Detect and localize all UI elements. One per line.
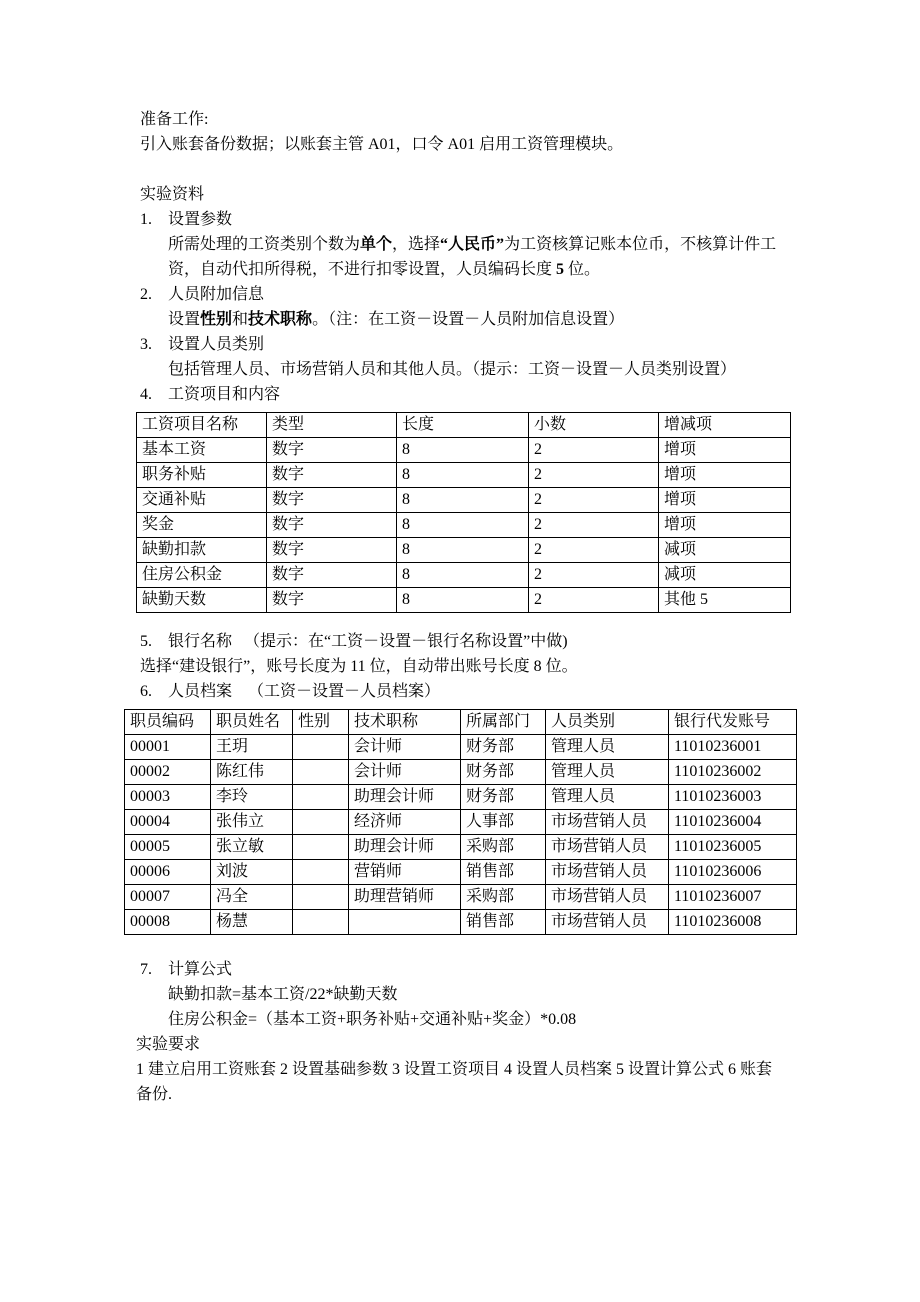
table-row (137, 463, 791, 488)
section-requirements-title: 实验要求 (136, 1036, 201, 1053)
item-7-heading (140, 957, 808, 982)
cell: 缺勤扣款 (137, 538, 267, 563)
cell: 奖金 (137, 513, 267, 538)
formula-housing-fund: 住房公积金=（基本工资+职务补贴+交通补贴+奖金）*0.08 (168, 1011, 577, 1028)
cell: 营销师 (349, 860, 461, 885)
table-row (125, 785, 797, 810)
cell (293, 760, 349, 785)
header-cell: 职员姓名 (211, 710, 293, 735)
requirements-body: 1 建立启用工资账套 2 设置基础参数 3 设置工资项目 4 设置人员档案 5 设置计算公式 6 账套备份. (136, 1061, 773, 1103)
cell: 住房公积金 (137, 563, 267, 588)
cell: 2 (529, 538, 659, 563)
cell: 数字 (267, 588, 397, 613)
cell: 2 (529, 588, 659, 613)
table-row (137, 513, 791, 538)
header-cell: 技术职称 (349, 710, 461, 735)
salary-items-table (136, 412, 791, 613)
section-materials-title: 实验资料 (140, 186, 205, 203)
header-cell: 所属部门 (461, 710, 546, 735)
item-5-title: 银行名称 (168, 633, 233, 650)
item-3-body (168, 357, 808, 382)
cell: 采购部 (461, 885, 546, 910)
table-row (125, 810, 797, 835)
cell: 8 (397, 563, 529, 588)
cell: 市场营销人员 (546, 860, 669, 885)
cell: 会计师 (349, 735, 461, 760)
cell: 采购部 (461, 835, 546, 860)
cell: 00002 (125, 760, 211, 785)
cell: 销售部 (461, 860, 546, 885)
cell: 基本工资 (137, 438, 267, 463)
item-2-title: 人员附加信息 (168, 286, 265, 303)
table-header-row (137, 413, 791, 438)
cell: 市场营销人员 (546, 885, 669, 910)
cell: 8 (397, 488, 529, 513)
cell: 数字 (267, 463, 397, 488)
cell: 8 (397, 538, 529, 563)
cell: 管理人员 (546, 785, 669, 810)
table-row (125, 910, 797, 935)
item-6-heading (140, 679, 808, 704)
cell: 交通补贴 (137, 488, 267, 513)
prep-title: 准备工作: (140, 111, 209, 128)
cell: 11010236004 (669, 810, 797, 835)
cell: 增项 (659, 438, 791, 463)
cell: 市场营销人员 (546, 910, 669, 935)
header-cell: 工资项目名称 (137, 413, 267, 438)
bold-text: “人民币” (440, 236, 505, 253)
cell: 11010236007 (669, 885, 797, 910)
cell: 11010236006 (669, 860, 797, 885)
text-run: 包括管理人员、市场营销人员和其他人员。（提示：工资－设置－人员类别设置） (168, 361, 737, 378)
cell: 张伟立 (211, 810, 293, 835)
cell: 2 (529, 438, 659, 463)
item-7-number: 7. (140, 961, 152, 978)
item-1-heading (140, 207, 808, 232)
formula-absence-deduction: 缺勤扣款=基本工资/22*缺勤天数 (168, 986, 398, 1003)
text-run: 设置 (168, 311, 201, 328)
item-3-heading (140, 332, 808, 357)
bold-text: 技术职称 (248, 311, 313, 328)
blank-line (136, 157, 808, 182)
cell: 经济师 (349, 810, 461, 835)
cell (293, 735, 349, 760)
cell: 数字 (267, 488, 397, 513)
bold-text: 5 (556, 261, 565, 278)
cell: 助理营销师 (349, 885, 461, 910)
table-row (137, 588, 791, 613)
item-3-title: 设置人员类别 (168, 336, 265, 353)
text-run: 位。 (564, 261, 601, 278)
text-run: 。（注：在工资－设置－人员附加信息设置） (312, 311, 625, 328)
cell: 00003 (125, 785, 211, 810)
table-row (125, 860, 797, 885)
table-header-row (125, 710, 797, 735)
item-7-title: 计算公式 (168, 961, 233, 978)
text-run: 所需处理的工资类别个数为 (168, 236, 361, 253)
cell: 陈红伟 (211, 760, 293, 785)
cell: 增项 (659, 463, 791, 488)
cell: 2 (529, 563, 659, 588)
cell: 8 (397, 588, 529, 613)
cell (349, 910, 461, 935)
cell: 11010236005 (669, 835, 797, 860)
cell: 管理人员 (546, 735, 669, 760)
cell: 00001 (125, 735, 211, 760)
item-2-number: 2. (140, 286, 152, 303)
cell: 数字 (267, 513, 397, 538)
cell (293, 860, 349, 885)
item-5-note: （提示：在“工资－设置－银行名称设置”中做) (244, 633, 568, 650)
item-1-title: 设置参数 (168, 211, 233, 228)
cell: 00004 (125, 810, 211, 835)
cell: 助理会计师 (349, 785, 461, 810)
table-row (137, 488, 791, 513)
cell: 2 (529, 463, 659, 488)
header-cell: 类型 (267, 413, 397, 438)
table-row (137, 438, 791, 463)
employees-table (124, 709, 797, 935)
cell: 8 (397, 513, 529, 538)
item-6-note: （工资－设置－人员档案） (248, 683, 441, 700)
cell: 冯全 (211, 885, 293, 910)
cell: 市场营销人员 (546, 810, 669, 835)
item-4-title: 工资项目和内容 (168, 386, 281, 403)
cell (293, 910, 349, 935)
item-5-body: 选择“建设银行”，账号长度为 11 位，自动带出账号长度 8 位。 (140, 658, 578, 675)
item-5-number: 5. (140, 633, 152, 650)
item-5-heading (140, 629, 808, 654)
cell: 11010236003 (669, 785, 797, 810)
header-cell: 增减项 (659, 413, 791, 438)
cell: 数字 (267, 438, 397, 463)
cell: 减项 (659, 563, 791, 588)
cell (293, 785, 349, 810)
bold-text: 性别 (200, 311, 233, 328)
cell: 11010236008 (669, 910, 797, 935)
item-4-number: 4. (140, 386, 152, 403)
cell: 8 (397, 463, 529, 488)
cell: 缺勤天数 (137, 588, 267, 613)
item-3-number: 3. (140, 336, 152, 353)
cell: 助理会计师 (349, 835, 461, 860)
cell: 00008 (125, 910, 211, 935)
item-4-heading (140, 382, 808, 407)
cell: 管理人员 (546, 760, 669, 785)
cell: 减项 (659, 538, 791, 563)
header-cell: 银行代发账号 (669, 710, 797, 735)
table-row (137, 538, 791, 563)
cell (293, 885, 349, 910)
table-row (137, 563, 791, 588)
bold-text: 单个 (360, 236, 393, 253)
header-cell: 小数 (529, 413, 659, 438)
item-1-number: 1. (140, 211, 152, 228)
cell: 李玲 (211, 785, 293, 810)
table-row (125, 760, 797, 785)
cell: 职务补贴 (137, 463, 267, 488)
cell: 8 (397, 438, 529, 463)
item-2-body (168, 307, 808, 332)
text-run: 为工资核算记账本位币，不核算计件工资，自动代扣所得税，不进行扣零设置，人员编码长度 (168, 236, 777, 278)
cell: 刘波 (211, 860, 293, 885)
cell: 人事部 (461, 810, 546, 835)
cell: 00006 (125, 860, 211, 885)
cell: 增项 (659, 488, 791, 513)
cell: 销售部 (461, 910, 546, 935)
cell: 增项 (659, 513, 791, 538)
table-row (125, 835, 797, 860)
cell: 王玥 (211, 735, 293, 760)
item-1-body (168, 232, 808, 282)
cell: 财务部 (461, 785, 546, 810)
cell: 数字 (267, 538, 397, 563)
cell: 11010236001 (669, 735, 797, 760)
cell: 财务部 (461, 735, 546, 760)
cell: 杨慧 (211, 910, 293, 935)
text-run: 和 (232, 311, 249, 328)
item-6-number: 6. (140, 683, 152, 700)
header-cell: 性别 (293, 710, 349, 735)
cell: 会计师 (349, 760, 461, 785)
cell: 其他 5 (659, 588, 791, 613)
cell: 数字 (267, 563, 397, 588)
cell: 11010236002 (669, 760, 797, 785)
cell: 张立敏 (211, 835, 293, 860)
header-cell: 人员类别 (546, 710, 669, 735)
table-row (125, 885, 797, 910)
cell: 2 (529, 488, 659, 513)
cell: 市场营销人员 (546, 835, 669, 860)
item-6-title: 人员档案 (168, 683, 233, 700)
cell (293, 810, 349, 835)
prep-body: 引入账套备份数据；以账套主管 A01，口令 A01 启用工资管理模块。 (140, 136, 624, 153)
cell: 00005 (125, 835, 211, 860)
header-cell: 职员编码 (125, 710, 211, 735)
cell (293, 835, 349, 860)
cell: 00007 (125, 885, 211, 910)
cell: 2 (529, 513, 659, 538)
header-cell: 长度 (397, 413, 529, 438)
text-run: ，选择 (392, 236, 441, 253)
table-row (125, 735, 797, 760)
item-2-heading (140, 282, 808, 307)
cell: 财务部 (461, 760, 546, 785)
